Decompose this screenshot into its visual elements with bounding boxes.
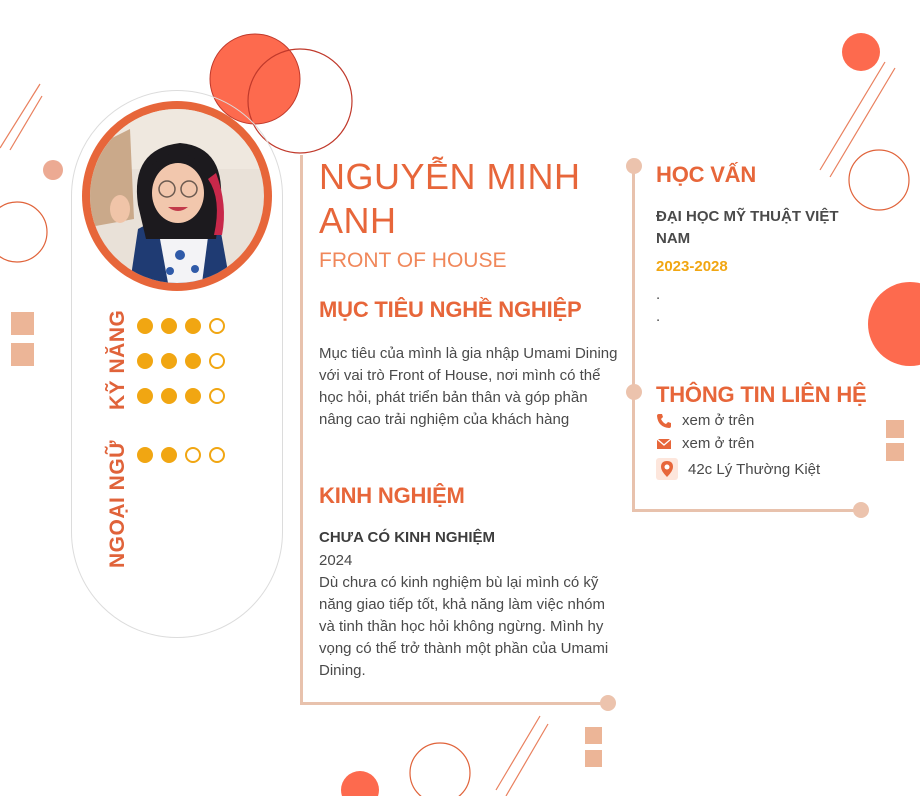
rating-dot-filled — [137, 353, 153, 369]
rating-dot-empty — [209, 353, 225, 369]
rating-dot-filled — [185, 388, 201, 404]
skills-label: KỸ NĂNG — [106, 309, 129, 410]
rating-dot-filled — [185, 318, 201, 334]
objective-heading: MỤC TIÊU NGHỀ NGHIỆP — [319, 297, 582, 322]
email-icon — [656, 436, 672, 452]
contact-email — [656, 435, 754, 452]
contact-phone-text: xem ở trên — [682, 412, 755, 429]
education-heading: HỌC VẤN — [656, 162, 757, 187]
contact-address-text: 42c Lý Thường Kiệt — [688, 460, 821, 478]
contact-email-text: xem ở trên — [682, 435, 755, 452]
languages-label: NGOẠI NGỮ — [106, 439, 129, 568]
right-divider-horizontal — [632, 509, 860, 512]
education-years: 2023-2028 — [656, 258, 728, 275]
experience-heading: KINH NGHIỆM — [319, 483, 465, 508]
candidate-name: NGUYỄN MINH ANH — [319, 156, 581, 241]
rating-dot-empty — [209, 388, 225, 404]
rating-dot-empty — [209, 318, 225, 334]
candidate-role: FRONT OF HOUSE — [319, 249, 507, 272]
experience-year: 2024 — [319, 552, 353, 569]
phone-icon — [656, 413, 672, 429]
contact-heading: THÔNG TIN LIÊN HỆ — [656, 382, 867, 407]
rating-dot-filled — [185, 353, 201, 369]
skill-rating-row — [137, 353, 225, 369]
right-divider-knob — [853, 502, 869, 518]
rating-dot-empty — [209, 447, 225, 463]
middle-divider-horizontal — [300, 702, 606, 705]
rating-dot-empty — [185, 447, 201, 463]
language-rating-row — [137, 447, 225, 463]
education-school: ĐẠI HỌC MỸ THUẬT VIỆT NAM — [656, 208, 839, 247]
education-knob — [626, 158, 642, 174]
skill-rating-row — [137, 318, 225, 334]
rating-dot-filled — [161, 447, 177, 463]
rating-dot-filled — [137, 447, 153, 463]
rating-dot-filled — [137, 388, 153, 404]
education-note-1: . — [656, 286, 661, 303]
rating-dot-filled — [161, 388, 177, 404]
avatar — [90, 109, 264, 283]
rating-dot-filled — [137, 318, 153, 334]
right-divider-vertical — [632, 165, 635, 512]
middle-divider-knob — [600, 695, 616, 711]
objective-text: Mục tiêu của mình là gia nhập Umami Dining với vai trò Front of House, nơi mình có thể học hỏi, phát triển bản thân và góp phần nâng cao trải nghiệm của khách hàng — [319, 345, 618, 428]
contact-phone — [656, 412, 754, 429]
rating-dot-filled — [161, 353, 177, 369]
location-pin-icon — [656, 458, 678, 480]
experience-text: Dù chưa có kinh nghiệm bù lại mình có kỹ năng giao tiếp tốt, khả năng làm việc nhóm và tinh thần học hỏi không ngừng. Mình hy vọng có thể trở thành một phần của Umami Dining. — [319, 574, 609, 679]
experience-title: CHƯA CÓ KINH NGHIỆM — [319, 529, 496, 546]
education-note-2: . — [656, 308, 661, 325]
contact-knob — [626, 384, 642, 400]
middle-divider-vertical — [300, 155, 303, 705]
contact-address — [656, 458, 820, 480]
skill-rating-row — [137, 388, 225, 404]
rating-dot-filled — [161, 318, 177, 334]
